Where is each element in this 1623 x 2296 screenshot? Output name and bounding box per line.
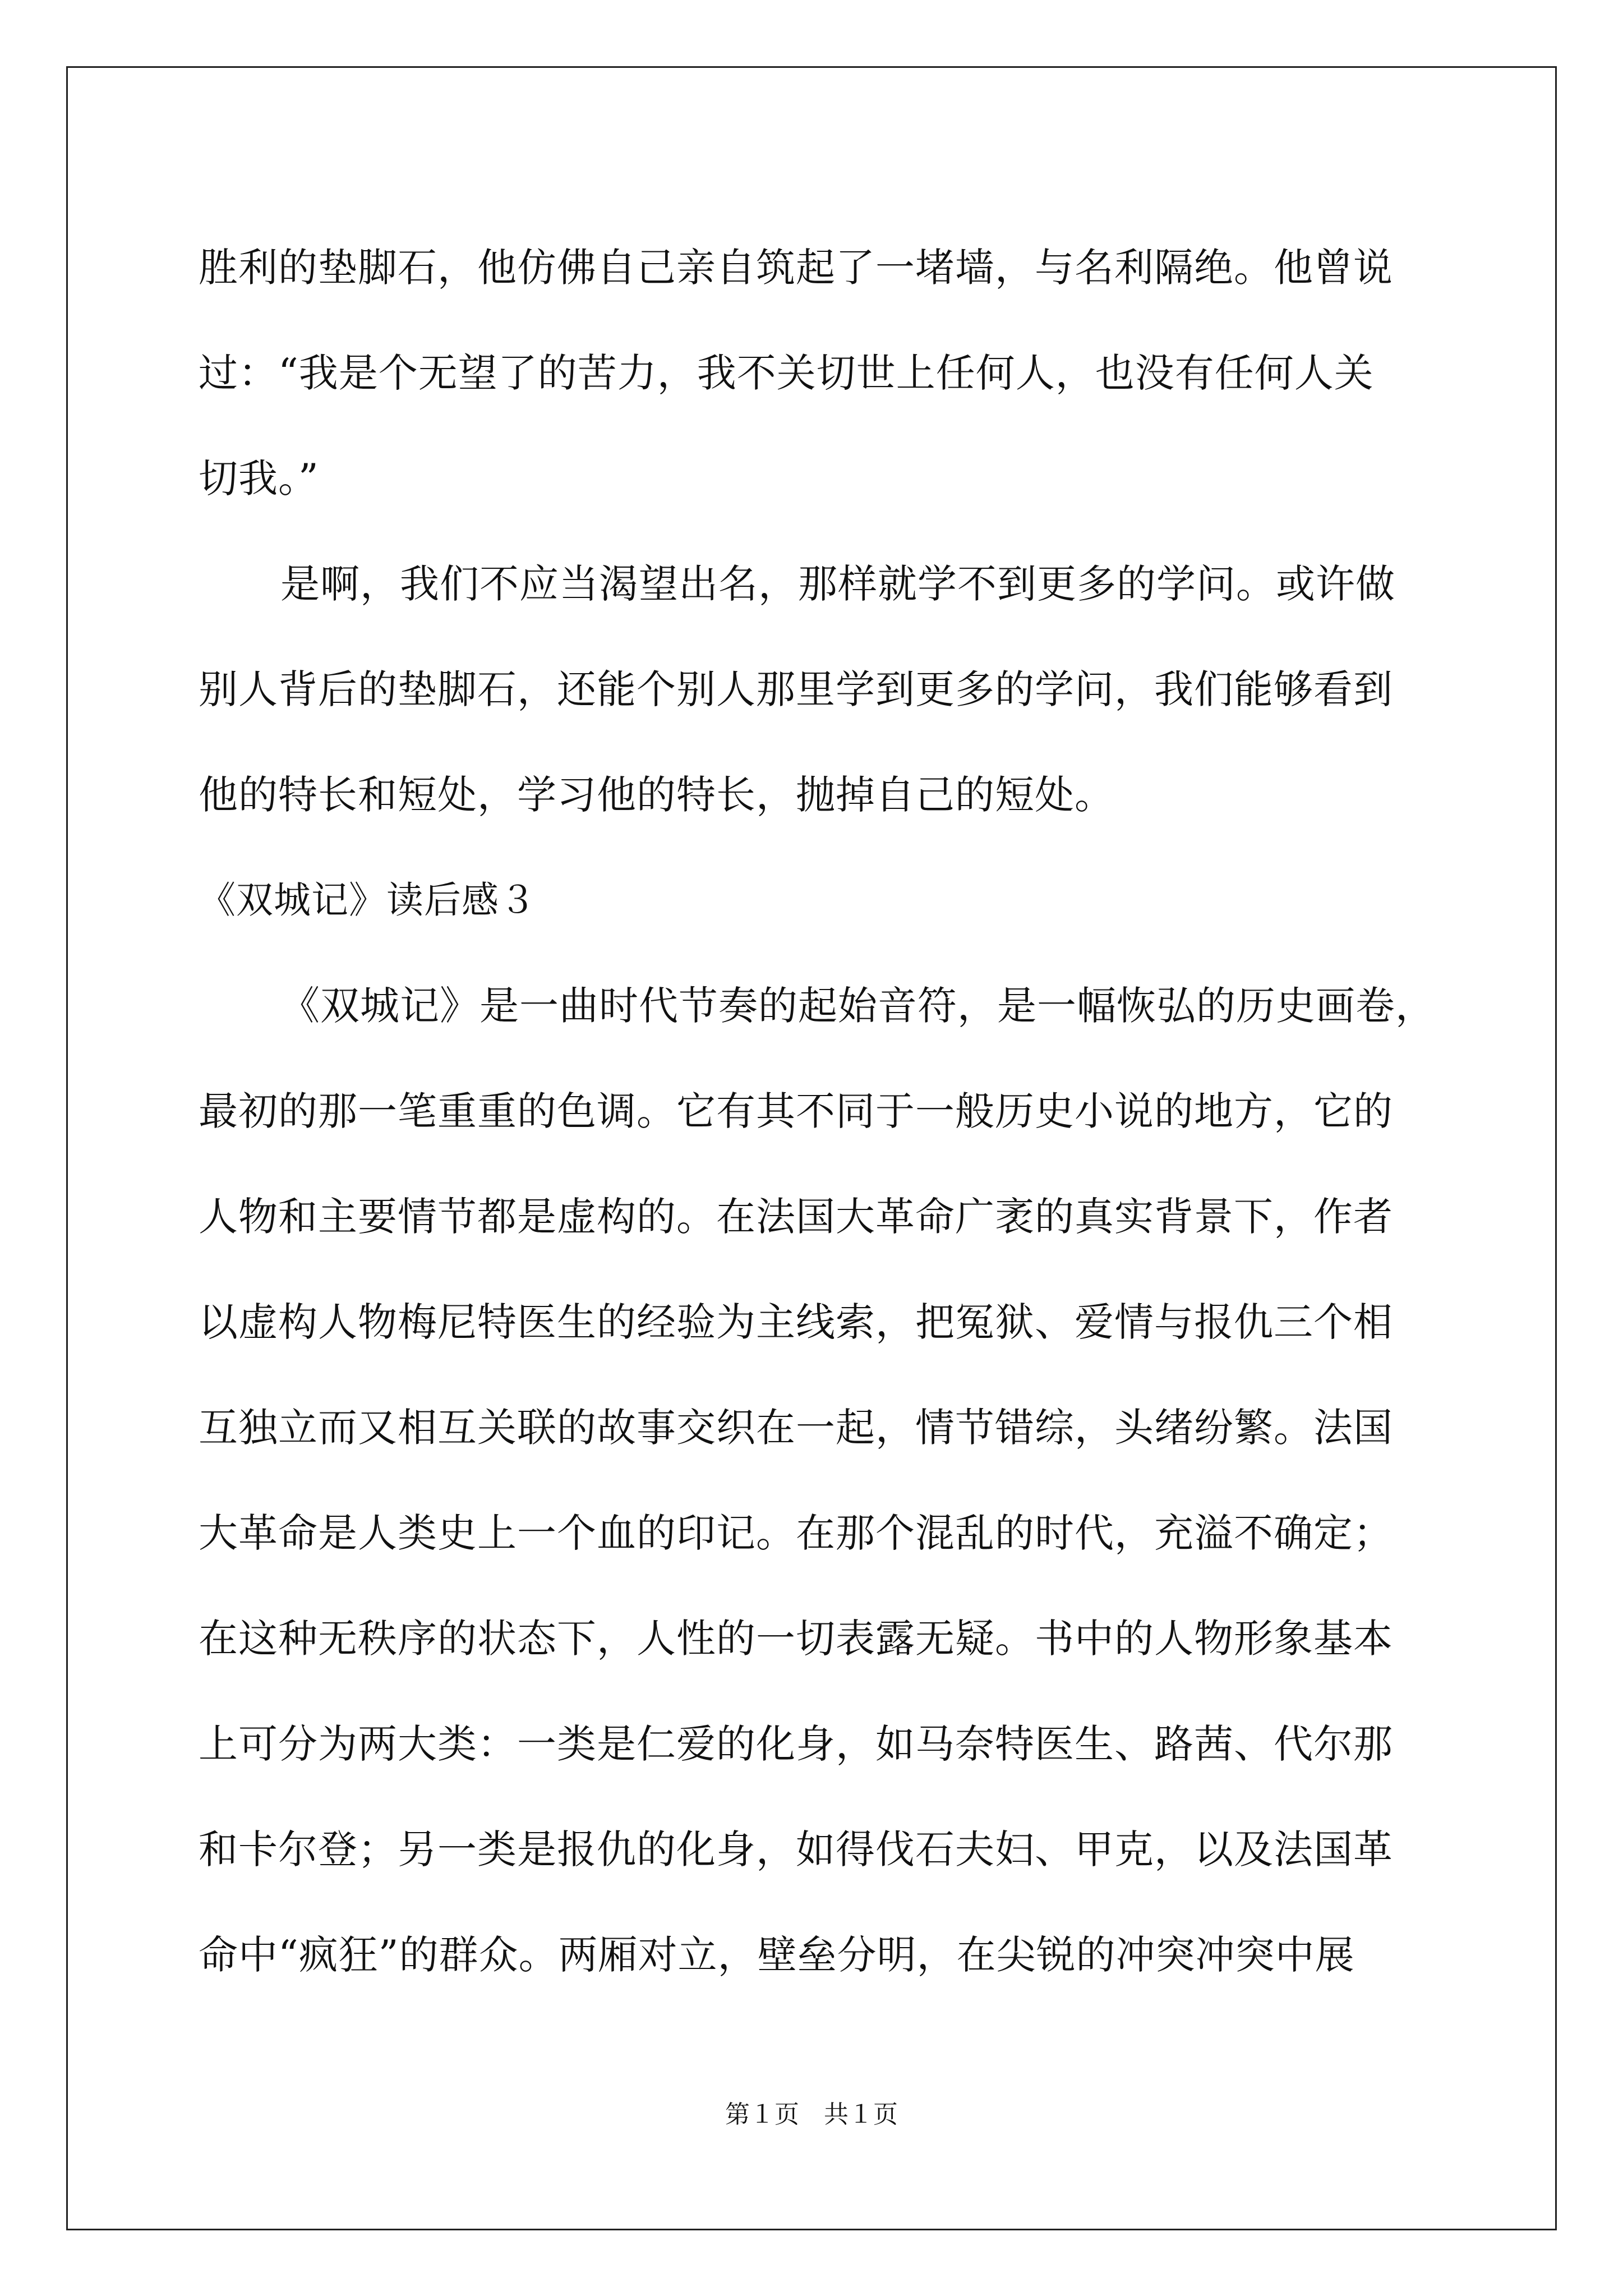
section-heading: 《双城记》读后感３ xyxy=(199,878,537,922)
document-body xyxy=(199,215,1435,2008)
text-line: 他的特长和短处，学习他的特长，抛掉自己的短处。 xyxy=(199,772,1114,818)
text-line: 互独立而又相互关联的故事交织在一起，情节错综，头绪纷繁。法国 xyxy=(199,1405,1393,1451)
paragraph-start-line: 是啊，我们不应当渴望出名，那样就学不到更多的学问。或许做 xyxy=(280,561,1395,607)
text-line: 在这种无秩序的状态下，人性的一切表露无疑。书中的人物形象基本 xyxy=(199,1616,1393,1662)
text-line: 胜利的垫脚石，他仿佛自己亲自筑起了一堵墙，与名利隔绝。他曾说 xyxy=(199,245,1393,291)
text-line: 上可分为两大类：一类是仁爱的化身，如马奈特医生、路茜、代尔那 xyxy=(199,1721,1393,1767)
text-line: 切我。” xyxy=(199,455,319,501)
text-line: 过：“我是个无望了的苦力，我不关切世上任何人，也没有任何人关 xyxy=(199,350,1374,396)
page-footer: 第１页 共１页 xyxy=(725,2100,898,2129)
text-line: 别人背后的垫脚石，还能个别人那里学到更多的学问，我们能够看到 xyxy=(199,666,1393,712)
text-line: 和卡尔登；另一类是报仇的化身，如得伐石夫妇、甲克，以及法国革 xyxy=(199,1826,1393,1872)
text-line: 大革命是人类史上一个血的印记。在那个混乱的时代，充溢不确定； xyxy=(199,1510,1393,1556)
text-line: 以虚构人物梅尼特医生的经验为主线索，把冤狱、爱情与报仇三个相 xyxy=(199,1299,1393,1345)
text-line: 命中“疯狂”的群众。两厢对立，壁垒分明，在尖锐的冲突冲突中展 xyxy=(199,1932,1355,1978)
text-line: 最初的那一笔重重的色调。它有其不同于一般历史小说的地方，它的 xyxy=(199,1088,1393,1134)
paragraph-start-line: 《双城记》是一曲时代节奏的起始音符，是一幅恢弘的历史画卷， xyxy=(280,983,1435,1029)
text-line: 人物和主要情节都是虚构的。在法国大革命广袤的真实背景下，作者 xyxy=(199,1194,1393,1240)
